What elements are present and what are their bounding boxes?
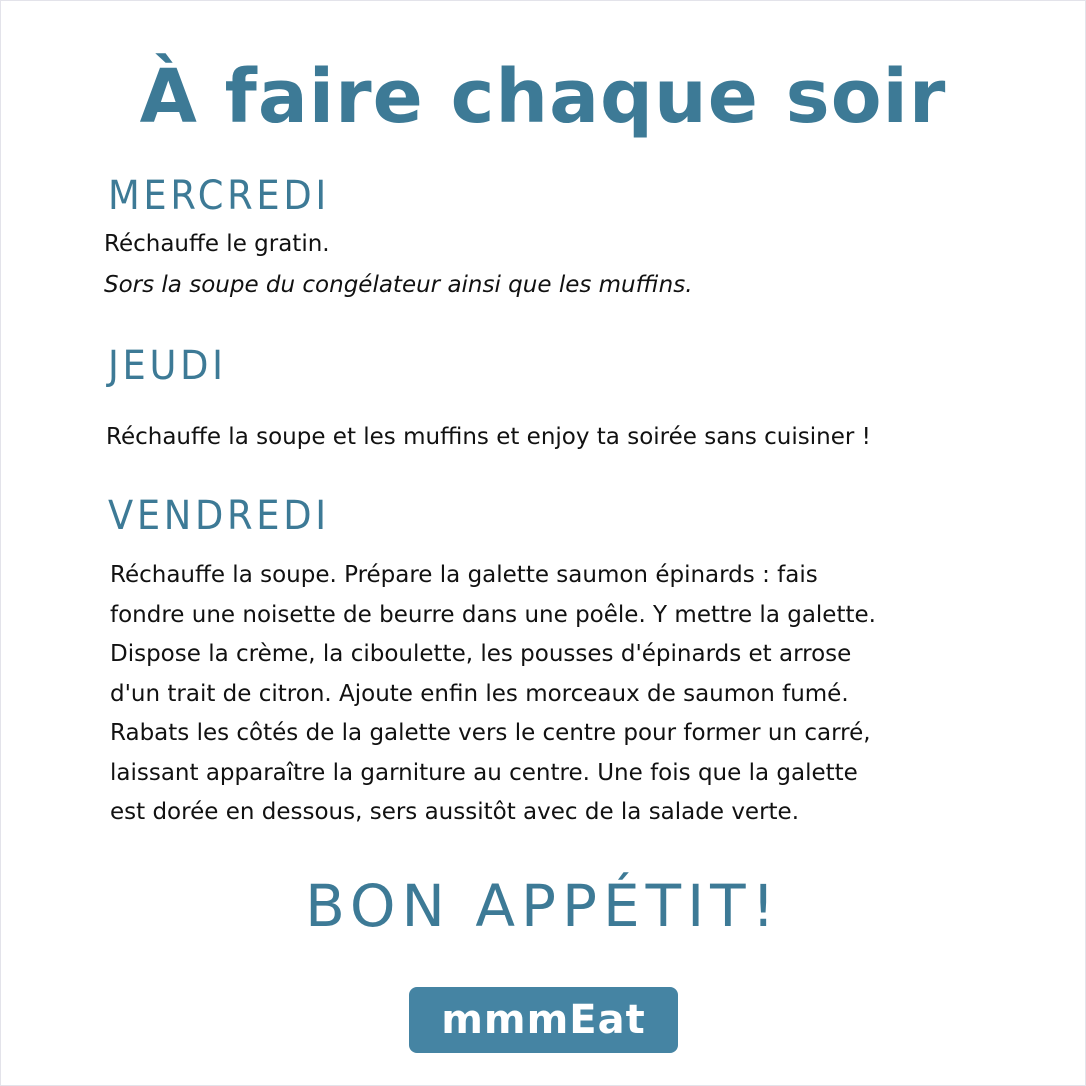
day-heading-jeudi: JEUDI [108, 343, 227, 389]
vendredi-line: Dispose la crème, la ciboulette, les pousses d'épinards et arrose [110, 641, 852, 667]
vendredi-line: d'un trait de citron. Ajoute enfin les morceaux de saumon fumé. [110, 680, 849, 707]
day-heading-mercredi: MERCREDI [108, 173, 330, 219]
mercredi-line-1: Réchauffe le gratin. [104, 231, 330, 257]
vendredi-line: est dorée en dessous, sers aussitôt avec de la salade verte. [110, 799, 800, 825]
vendredi-line: Rabats les côtés de la galette vers le centre pour former un carré, [110, 720, 871, 746]
brand-logo: mmmEat [409, 987, 678, 1053]
vendredi-paragraph [110, 556, 990, 833]
vendredi-line: laissant apparaître la garniture au centre. Une fois que la galette [110, 759, 858, 786]
closing-text: BON APPÉTIT! [305, 872, 781, 940]
mercredi-line-2: Sors la soupe du congélateur ainsi que les muffins. [104, 272, 693, 298]
vendredi-line: Réchauffe la soupe. Prépare la galette saumon épinards : fais [110, 562, 818, 588]
vendredi-line: fondre une noisette de beurre dans une poêle. Y mettre la galette. [110, 601, 876, 628]
jeudi-line-1: Réchauffe la soupe et les muffins et enjoy ta soirée sans cuisiner ! [106, 424, 871, 450]
page-title: À faire chaque soir [139, 54, 947, 140]
day-heading-vendredi: VENDREDI [108, 493, 330, 539]
